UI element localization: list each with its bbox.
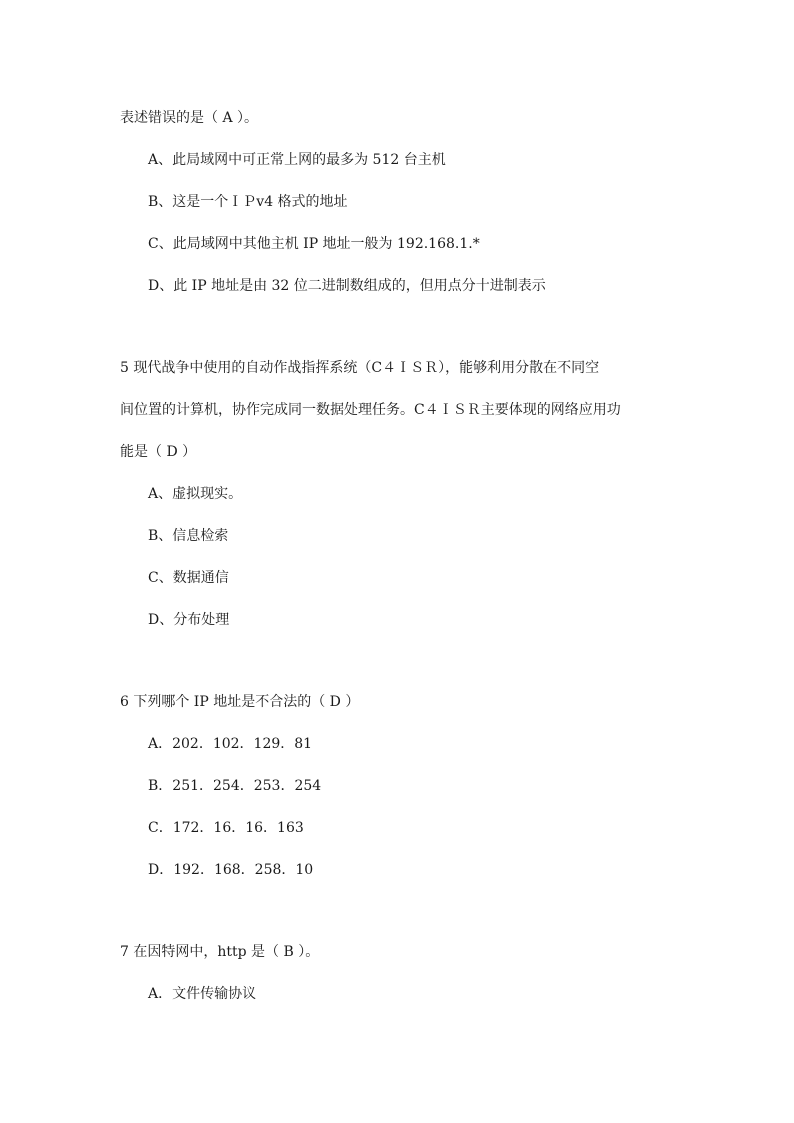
question-6-option-d: D．192．168．258．10 <box>148 862 314 878</box>
question-5-option-d: D、分布处理 <box>148 612 230 628</box>
question-4-option-d: D、此 IP 地址是由 32 位二进制数组成的，但用点分十进制表示 <box>148 278 546 294</box>
question-7-stem: 7 在因特网中，http 是（ B ）。 <box>120 944 320 960</box>
question-5-line-3: 能是（ D ） <box>120 444 197 460</box>
question-7-option-a: A．文件传输协议 <box>148 986 257 1002</box>
question-5-line-1: 5 现代战争中使用的自动作战指挥系统（C４ＩＳＲ），能够利用分散在不同空 <box>120 360 600 376</box>
question-6-option-a: A．202．102．129．81 <box>148 736 313 752</box>
question-4-tail: 表述错误的是（ A ）。 <box>120 110 259 126</box>
question-5-option-a: A、虚拟现实。 <box>148 486 243 502</box>
question-5-option-b: B、信息检索 <box>148 528 229 544</box>
question-4-option-b: B、这是一个ＩＰv4 格式的地址 <box>148 194 348 210</box>
question-6-option-c: C．172．16．16．163 <box>148 820 304 836</box>
question-5-option-c: C、数据通信 <box>148 570 229 586</box>
question-4-option-a: A、此局域网中可正常上网的最多为 512 台主机 <box>148 152 446 168</box>
question-5-line-2: 间位置的计算机，协作完成同一数据处理任务。C４ＩＳＲ主要体现的网络应用功 <box>120 402 621 418</box>
question-6-stem: 6 下列哪个 IP 地址是不合法的（ D ） <box>120 694 360 710</box>
question-4-option-c: C、此局域网中其他主机 IP 地址一般为 192.168.1.* <box>148 236 480 252</box>
question-6-option-b: B．251．254．253．254 <box>148 778 322 794</box>
